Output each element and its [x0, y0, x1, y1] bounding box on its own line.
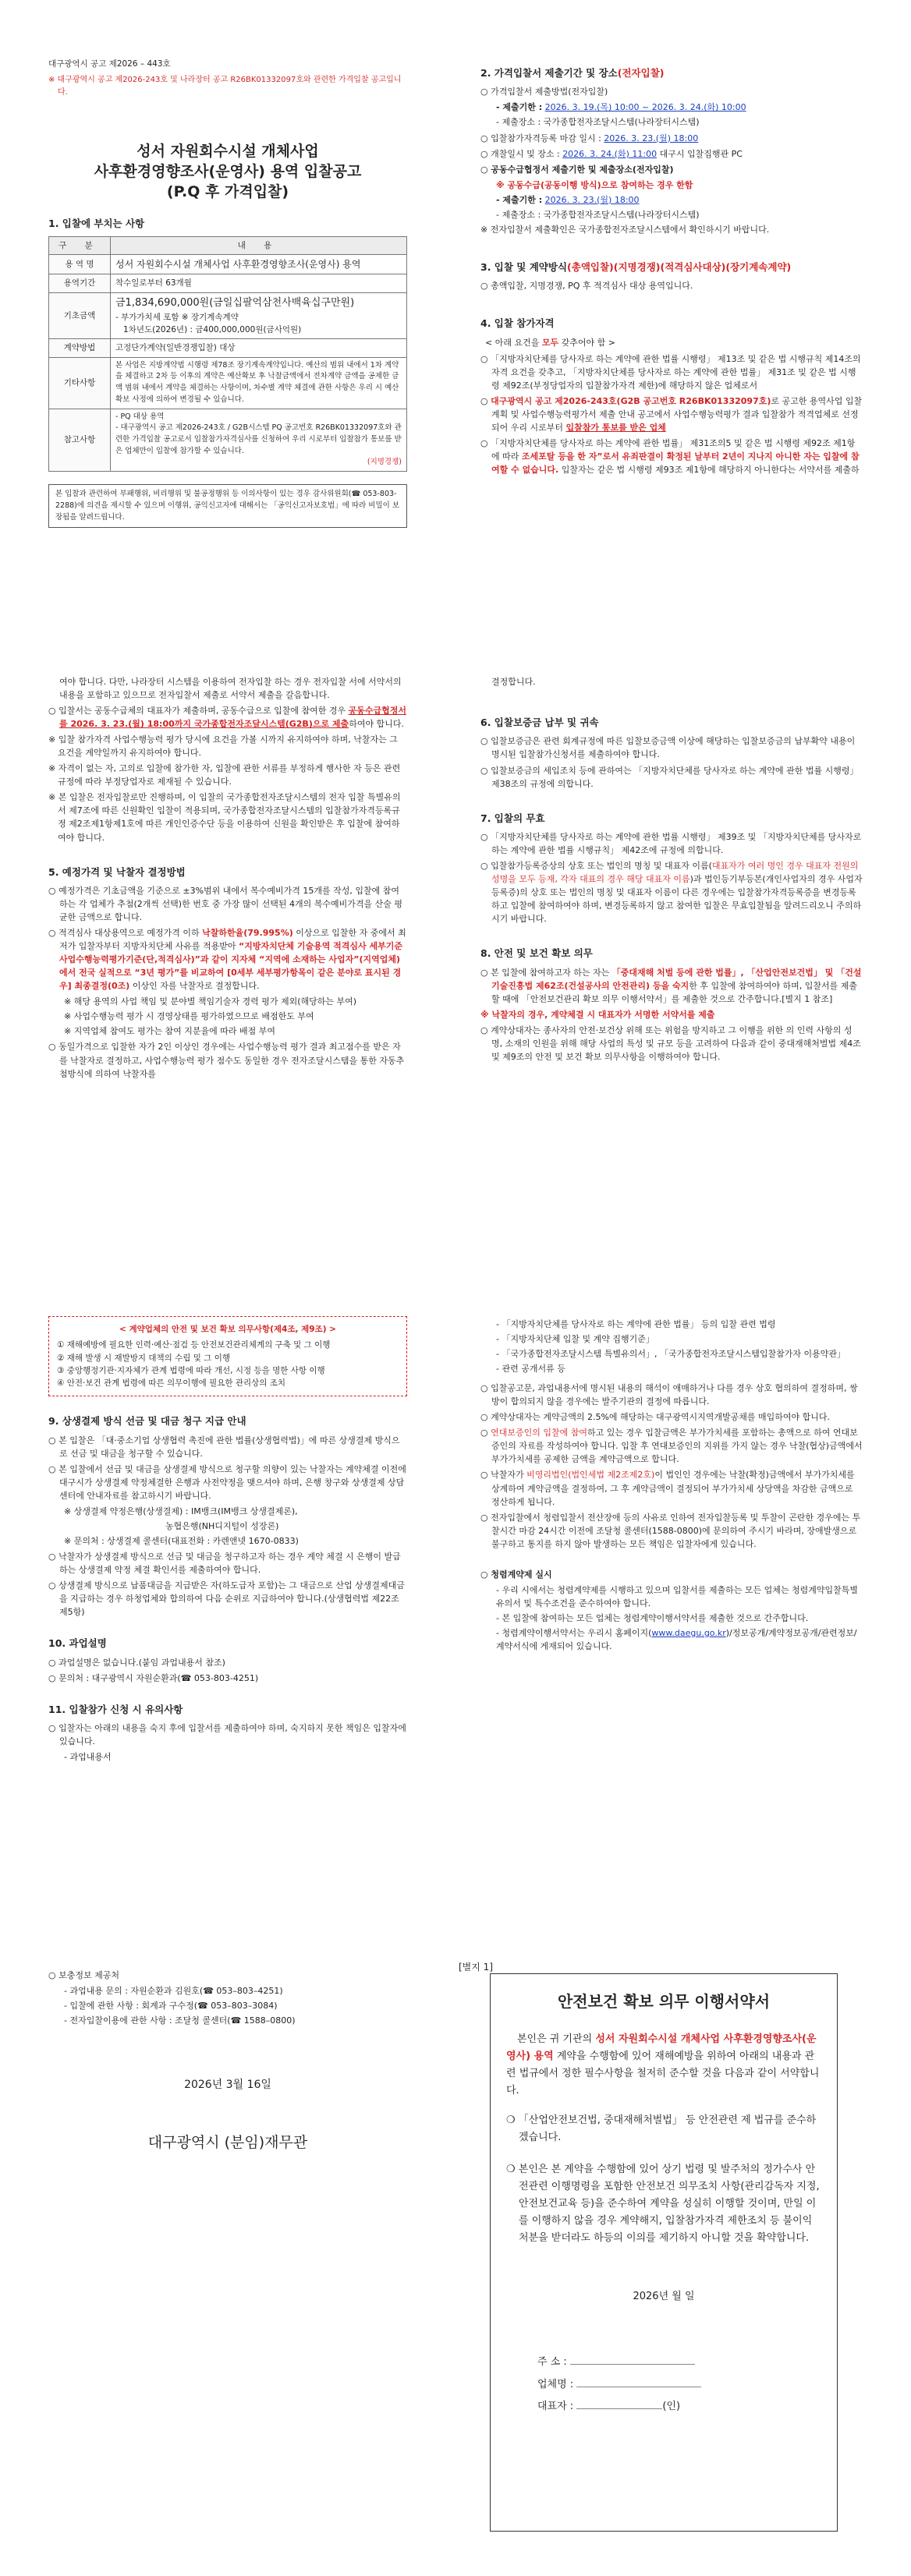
- law-reference: - 「지방자치단체 입찰 및 계약 집행기준」: [496, 1334, 654, 1345]
- pledge-title: 안전보건 확보 의무 이행서약서: [557, 1992, 771, 2011]
- page-1: [0, 0, 417, 644]
- invalid-rule-1: ○ 「지방자치단체를 당사자로 하는 계약에 관한 법률 시행령」 제39조 및 「지방자치단체를 당사자로 하는 계약에 관한 법률 시행규칙」 제42조에 규정에 의합니다.: [480, 831, 862, 856]
- table-row: [49, 254, 407, 274]
- row-label: 용역기간: [49, 274, 111, 292]
- tie-rule: ○ 동일가격으로 입찰한 자가 2인 이상인 경우에는 사업수행능력 평가 결과 최고점수를 받은 자를 낙찰자로 결정하고, 사업수행능력 평가 점수도 동일한 경우 전자조달시스템을 통한 자동추첨방식에 의하여 낙찰자를: [48, 1042, 405, 1079]
- paragraph-text: 이상인 자를 낙찰자로 결정합니다.: [132, 981, 260, 992]
- payment-rule-3: ○ 낙찰자가 상생결제 방식으로 선금 및 대금을 청구하고자 하는 경우 계약 체결 시 은행이 발급하는 상생결제 약정 체결 확인서를 제출하여야 합니다.: [48, 1552, 401, 1576]
- contact-item: - 입찰에 관한 사항 : 회계과 구수정(☎ 053–803–3084): [64, 2001, 278, 2012]
- pledge-item: ❍ 「산업안전보건법, 중대재해처벌법」 등 안전관련 제 법규를 준수하겠습니다.: [506, 2114, 817, 2144]
- section-2-title: 2. 가격입찰서 제출기간 및 장소: [480, 67, 618, 79]
- base-price-cell: [111, 292, 407, 339]
- submission-deadline: [480, 101, 863, 114]
- section-6-heading: 6. 입찰보증금 납부 및 귀속: [480, 717, 599, 729]
- audit-notice-box: 본 입찰과 관련하여 부패행위, 비리행위 및 불공정행위 등 이의사항이 있는 경우 감사위원회(☎ 053-803-2288)에 의견을 제시할 수 있으며 이행위, 공익신고자에 대해서는 「공익신고자보호법」에 따라 비밀이 보장됨을 알려드립니다.: [48, 484, 407, 528]
- paragraph-emphasis: “지방자치단체 기술용역 적격심사 세부기준 사업수행능력평가기준(단,적격심사)”과 같이 지자체 “지역에 소재하는 사업자”(지역업체)에서 전국 실적으로 “3년 평가”를 비교하여 [0세부 세부평가항목이 같은 분야로 표시된 경우] 최종결정(0조): [59, 941, 403, 992]
- reference-cell: [111, 409, 407, 472]
- lead-part: 갖추어야 함 >: [558, 337, 615, 348]
- partner-banks: 농협은행(NH디지털이 성장론): [165, 1520, 279, 1531]
- deadline-value: 2026. 3. 19.(목) 10:00 ~ 2026. 3. 24.(화) 10:00: [544, 102, 746, 113]
- safety-note: ※ 낙찰자의 경우, 계약체결 시 대표자가 서명한 서약서를 제출: [480, 1009, 715, 1020]
- pledge-item: ❍ 본인은 본 계약을 수행함에 있어 상기 법령 및 발주처의 정가수사 안전관련 이행명령을 포함한 안전보건 의무조치 사항(관리감독자 지정, 안전보건교육 등)을 준수하여 계약을 성실히 이행할 것이며, 만일 이를 이행하지 않을 경우 계약해지, 입찰참가자격 제한조치 등 불이익 처분을 받더라도 하등의 이의를 제기하지 아니할 것을 확약합니다.: [506, 2163, 820, 2244]
- consortium-place: - 제출장소 : 국가종합전자조달시스템(나라장터시스템): [496, 209, 700, 220]
- qualification-emphasis: 대구광역시 공고 제2026-243호(G2B 공고번호 R26BK01332097호): [491, 395, 771, 406]
- page-8: [456, 1932, 872, 2576]
- pledge-intro: [506, 2031, 821, 2100]
- payment-contact: ※ 문의처 : 상생결제 콜센터(대표전화 : 카렌앤넷 1670-0833): [64, 1536, 299, 1547]
- section-5-heading: 5. 예정가격 및 낙찰자 결정방법: [48, 865, 186, 878]
- consortium-deadline-label: - 제출기한 :: [496, 194, 543, 205]
- address-field[interactable]: [570, 2364, 695, 2365]
- notice-paragraph: ○ 입찰공고문, 과업내용서에 명시된 내용의 해석이 애매하거나 다를 경우 상호 협의하여 결정하며, 쌍방이 합의되지 않을 경우에는 발주기관의 결정에 따릅니다.: [480, 1383, 858, 1407]
- paragraph-text: 한 후 입찰에 참여하여야 하며, 입찰서를 제출할 때에 「안전보건관리 확보 의무 이행서약서」를 제출한 것으로 간주합니다.[별지 1 참조]: [491, 980, 857, 1004]
- notice-paragraph: ○ 계약상대자는 계약금액의 2.5%에 해당하는 대구광역시지역개발공채를 매입하여야 합니다.: [480, 1412, 831, 1423]
- section-3-title: 3. 입찰 및 계약방식: [480, 260, 568, 273]
- consortium-agreement: ○ 공동수급협정서 제출기한 및 제출장소(전자입찰): [480, 164, 674, 175]
- paragraph-text: 하고 있는 경우 입찰금액은 부가가치세를 포함하는 총액으로 하여 연대보증인의 자료를 작성하여야 합니다. 입찰 후 연대보증인의 지위를 가지 않는 경우 낙찰(협상)금액에서 부가가치세를 공제한 금액을 계약금액으로 합니다.: [491, 1428, 863, 1465]
- submission-place: - 제출장소 : 국가종합전자조달시스템(나라장터시스템): [496, 117, 700, 128]
- payment-rule-4: ○ 상생결제 방식으로 납품대금을 지급받은 자(하도급자 포함)는 그 대금으로 산업 상생결제대금을 지급하는 경우 하청업체와 합의하여 다음 순위로 지급하여야 합니다.(상생협력법 제22조제5항): [48, 1580, 405, 1618]
- note-1: ※ 입찰 참가자격 사업수행능력 평가 당시에 요건을 가볼 시까지 유지하여야 하며, 낙찰자는 그 요건을 계약일까지 유지하여야 합니다.: [48, 734, 398, 759]
- company-row: [537, 2374, 821, 2397]
- obligation-item: ① 재해예방에 필요한 인력·예산·점검 등 안전보건관리체계의 구축 및 그 이행: [57, 1340, 331, 1350]
- service-name: 성서 자원회수시설 개체사업 사후환경영향조사(운영사) 용역: [506, 2033, 817, 2063]
- section-2-tag: (전자입찰): [617, 67, 665, 79]
- consortium-deadline: [480, 193, 863, 207]
- briefing-item: ○ 과업설명은 없습니다.(붙임 과업내용서 참조): [48, 1657, 225, 1668]
- section-3-heading: [480, 260, 863, 274]
- qualification-emphasis: 조세포탈 등을 한 자”로서 유죄판결이 확정된 날부터 2년이 지나지 아니한 자는 입찰에 참여할 수 없습니다.: [491, 451, 860, 476]
- title-line-1: 성서 자원회수시설 개체사업: [136, 143, 319, 161]
- representative-field[interactable]: [576, 2408, 662, 2409]
- award-note: ※ 사업수행능력 평가 시 경영상태를 평가하였으므로 배점한도 부여: [64, 1011, 314, 1022]
- lead-emphasis: 모두: [541, 337, 559, 348]
- section-8-heading: 8. 안전 및 보건 확보 의무: [480, 947, 593, 960]
- award-rule: [48, 926, 407, 993]
- row-label: 기초금액: [49, 292, 111, 339]
- award-note: ※ 해당 용역의 사업 책임 및 분야별 책임기술자 경력 평가 제외(해당하는 부여): [64, 996, 357, 1007]
- page-6: [456, 1288, 872, 1932]
- section-3-body: ○ 총액입찰, 지명경쟁, PQ 후 적격심사 대상 용역입니다.: [480, 281, 693, 292]
- continued-text: 결정합니다.: [491, 677, 536, 687]
- obligation-item: ② 재해 발생 시 재발방지 대책의 수립 및 그 이행: [57, 1353, 231, 1363]
- company-label: 업체명 :: [537, 2378, 574, 2390]
- paragraph-text: 계약을 수행함에 있어 재해예방을 위하여 아래의 내용과 관련 법규에서 정한 필수사항을 철저히 준수할 것을 다음과 같이 서약합니다.: [506, 2051, 820, 2097]
- contract-method-value: 고정단가계약(일반경쟁입찰) 대상: [111, 339, 407, 357]
- section-4-heading: 4. 입찰 참가자격: [480, 317, 555, 330]
- notice-date: 2026년 3월 16일: [184, 2079, 271, 2092]
- table-row: [49, 274, 407, 292]
- paragraph-text: - 청렴계약이행서약서는 우리시 홈페이지(: [496, 1627, 652, 1638]
- award-note: ※ 지역업체 참여도 평가는 참여 지분율에 따라 배점 부여: [64, 1026, 275, 1037]
- paragraph-text: 이 법인인 경우에는 낙찰(확정)금액에서 부가가치세를 상계하여 계약금액을 결정하여, 그 후 계약금액이 결정되어 부가가치세 상당액을 차감한 금액으로 정산하게 됩니다.: [491, 1470, 855, 1507]
- qualification-emphasis: 입찰참가 통보를 받은 업체: [565, 422, 666, 433]
- paragraph-text: ○ 입찰참가등록증상의 상호 또는 법인의 명칭 및 대표자 이름(: [480, 861, 712, 872]
- representative-row: [537, 2396, 821, 2419]
- paragraph-emphasis: 비영리법인(법인세법 제2조제2호): [526, 1470, 655, 1481]
- paragraph-emphasis: 공동수급협정서를 2026. 3. 23.(월) 18:00까지 국가종합전자조달시스템(G2B)으로 제출: [59, 706, 406, 730]
- qualification-text: 로 공고한 용역사업 입찰계획 및 사업수행능력평가서 제출 안내 공고에서 사업수행능력평가 결과 입찰참가 적격업체로 선정되어 우리 시로부터: [491, 395, 863, 433]
- opening-value: 2026. 3. 24.(화) 11:00: [562, 148, 658, 159]
- vat-note: - 부가가치세 포함 ※ 장기계속계약: [115, 312, 239, 322]
- notice-paragraph: ○ 전자입찰에서 청렴입찰서 전산장애 등의 사유로 인하여 전자입찰등록 및 투찰이 곤란한 경우에는 투찰시간 마감 24시간 이전에 조달청 콜센터(1588-0800)에 문의하여 주시기 바라며, 장애발생으로 불구하고 통지를 하지 않아 발생하는 모든 책임은 입찰자에게 있습니다.: [480, 1512, 861, 1549]
- title-line-3: (P.Q 후 가격입찰): [166, 182, 289, 200]
- confirmation-note: ※ 전자입찰서 제출확인은 국가종합전자조달시스템에서 확인하시기 바랍니다.: [480, 224, 770, 235]
- table-row: [49, 339, 407, 357]
- first-year-amount: 1차년도(2026년) : 금400,000,000원(금사억원): [123, 325, 302, 335]
- safety-rule-1: [480, 966, 863, 1006]
- bullet: ○: [480, 395, 491, 406]
- contact-item: - 과업내용 문의 : 자원순환과 김원호(☎ 053–803–4251): [64, 1986, 283, 1997]
- city-website-link[interactable]: www.daegu.go.kr: [651, 1627, 726, 1638]
- representative-label: 대표자 :: [537, 2401, 574, 2413]
- qualification-text: 입찰자는 같은 법 시행령 제93조 제1항에 해당하지 아니한다는 서약서를 제출하: [558, 465, 860, 476]
- pledge-date: 2026년 월 일: [633, 2291, 695, 2303]
- table-row: [49, 409, 407, 472]
- issuing-organization: 대구광역시 (분임)재무관: [147, 2133, 308, 2151]
- paragraph-text: )과 법인등기부등본(개인사업자의 경우 사업자등록증)의 상호 또는 법인의 명칭 및 대표자 이름이 다른 경우에는 입찰참가자격등록증을 변경등록하고 입찰에 참여하여야 하며, 변경등록하지 않고 참여한 입찰은 무효입찰됨을 알려드리오니 주의하시기 바랍니다.: [491, 874, 863, 925]
- partner-banks: ※ 상생결제 약정은행(상생결제) : IM뱅크(IM뱅크 상생결제론),: [64, 1506, 298, 1516]
- page-4: [456, 644, 872, 1288]
- caution-subitem: - 과업내용서: [64, 1752, 112, 1763]
- estimated-price-rule: ○ 예정가격은 기초금액을 기준으로 ±3%범위 내에서 복수예비가격 15개를 작성, 입찰에 참여하는 각 업체가 추첨(2개씩 선택)한 번호 중 가장 많이 선택된 4개의 복수예비가격을 산술 평균한 금액으로 합니다.: [48, 885, 402, 923]
- paragraph-text: )/정보공개/계약정보공개/관련정보/계약서식에 게재되어 있습니다.: [496, 1627, 857, 1651]
- lead-part: < 아래 요건을: [485, 337, 542, 348]
- obligation-item: ③ 중앙행정기관·지자체가 관계 법령에 따라 개선, 시정 등을 명한 사항 이행: [57, 1365, 325, 1375]
- continued-text: 여야 합니다. 다만, 나라장터 시스템을 이용하여 전자입찰 하는 경우 전자입찰 서에 서약서의 내용을 포함하고 있으므로 전자입찰서 제출로 서약서 제출을 갈음합니다.: [59, 677, 402, 701]
- paragraph-text: ○ 적격심사 대상용역으로 예정가격 이하: [48, 928, 203, 939]
- consortium-deadline-value: 2026. 3. 23.(월) 18:00: [544, 194, 640, 205]
- deadline-label: - 제출기한 :: [496, 102, 543, 113]
- period-value: 착수일로부터 63개월: [111, 274, 407, 292]
- paragraph-text: 하여야 합니다.: [349, 719, 404, 730]
- payment-rule-1: ○ 본 입찰은 「대·중소기업 상생협력 촉진에 관한 법률(상생협력법)」에 따른 상생결제 방식으로 선금 및 대금을 청구할 수 있습니다.: [48, 1435, 400, 1459]
- submission-method: ○ 가격입찰서 제출방법(전자입찰): [480, 87, 608, 97]
- address-label: 주 소 :: [537, 2356, 567, 2369]
- table-row: [49, 357, 407, 409]
- paragraph-emphasis: 대표자가 여러 명인 경우 대표자 전원의 성명을 모두 등재, 각자 대표의 경우 해당 대표자 이름: [491, 861, 859, 885]
- qualification-2: [480, 395, 863, 434]
- law-reference: - 관련 공개서류 등: [496, 1364, 565, 1375]
- briefing-item: ○ 문의처 : 대구광역시 자원순환과(☎ 053-803-4251): [48, 1672, 259, 1683]
- seal-mark: (인): [662, 2401, 681, 2413]
- paragraph-text: ○ 본 입찰에 참여하고자 하는 자는: [480, 967, 612, 978]
- service-name-value: 성서 자원회수시설 개체사업 사후환경영향조사(운영사) 용역: [111, 254, 407, 274]
- other-matters-value: 본 사업은 지방계약법 시행령 제78조 장기계속계약입니다. 예산의 범위 내에서 1차 계약을 체결하고 2차 등 이후의 계약은 예산확보 후 낙찰금액에서 전차계약 금액을 공제한 금액 범위 내에서 계약을 체결하는 사항이며, 차수별 계약 체결에 관한 사항은 우리 시 예산확보 사정에 의하여 변경될 수 있습니다.: [111, 357, 407, 409]
- row-label: 계약방법: [49, 339, 111, 357]
- table-header-category: 구 분: [49, 236, 111, 254]
- opening-datetime: [480, 147, 863, 161]
- integrity-item: - 본 입찰에 참여하는 모든 업체는 청렴계약이행서약서를 제출한 것으로 간주합니다.: [496, 1612, 809, 1623]
- obligations-box: [48, 1316, 407, 1396]
- integrity-heading: ○ 청렴계약제 실시: [480, 1569, 552, 1580]
- page-3: [0, 644, 417, 1288]
- bullet: ○ 낙찰자가: [480, 1470, 527, 1481]
- caution-item: ○ 입찰자는 아래의 내용을 숙지 후에 입찰서를 제출하여야 하며, 숙지하지 못한 책임은 입찰자에 있습니다.: [48, 1723, 406, 1747]
- table-row: [49, 292, 407, 339]
- registration-value: 2026. 3. 23.(월) 18:00: [604, 133, 699, 143]
- table-header-content: 내 용: [111, 236, 407, 254]
- contact-heading: ○ 보충정보 제공처: [48, 1970, 119, 1980]
- law-reference: - 「국가종합전자조달시스템 특별유의서」, 「국가종합전자조달시스템입찰참가자 이용약관」: [496, 1349, 845, 1360]
- section-2-heading: [480, 65, 863, 80]
- notice-number: 대구광역시 공고 제2026 – 443호: [48, 59, 171, 69]
- section-3-tag: (총액입찰)(지명경쟁)(적격심사대상)(장기계속계약): [567, 260, 792, 273]
- section-1-heading: 1. 입찰에 부치는 사항: [48, 218, 145, 230]
- document-title: [48, 142, 407, 202]
- paragraph-text: ○ 입찰서는 공동수급체의 대표자가 제출하며, 공동수급으로 입찰에 참여한 경우: [48, 706, 349, 717]
- address-row: [537, 2351, 821, 2374]
- related-notice-line: ※ 대구광역시 공고 제2026-243호 및 나라장터 공고 R26BK01332097호와 관련한 가격입찰 공고입니다.: [48, 76, 402, 97]
- page-7: [0, 1932, 417, 2576]
- law-reference: - 「지방자치단체를 당사자로 하는 계약에 관한 법률」 등의 입찰 관련 법령: [496, 1319, 776, 1329]
- invalid-rule-2: [480, 859, 863, 925]
- qualification-1: ○ 「지방자치단체를 당사자로 하는 계약에 관한 법률 시행령」 제13조 및 같은 법 시행규칙 제14조의 자격 요건을 갖추고, 「지방자치단체를 당사자로 하는 계약에 관한 법률」 제31조 및 같은 법 시행령 제92조(부정당업자의 입찰참가자격 제한)에 해당하지 않은 업체로서: [480, 353, 861, 391]
- section-7-heading: 7. 입찰의 무효: [480, 812, 545, 824]
- base-price-value: 금1,834,690,000원(금일십팔억삼천사백육십구만원): [115, 296, 355, 309]
- row-label: 기타사항: [49, 357, 111, 409]
- integrity-item: - 우리 시에서는 청렴계약제를 시행하고 있으며 입찰서를 제출하는 모든 업체는 청렴계약입찰특별유의서 및 특수조건을 준수하여야 합니다.: [496, 1584, 858, 1608]
- consortium-submission: [48, 704, 407, 731]
- contact-item: - 전자입찰이용에 관한 사항 : 조달청 콜센터(☎ 1588–0800): [64, 2015, 296, 2026]
- section-10-heading: 10. 과업설명: [48, 1637, 107, 1650]
- qualification-3: [480, 437, 863, 476]
- deposit-rule-2: ○ 입찰보증금의 세입조치 등에 관하여는 「지방자치단체를 당사자로 하는 계약에 관한 법률 시행령」 제38조의 규정에 의합니다.: [480, 765, 859, 789]
- row-label: 참고사항: [49, 409, 111, 472]
- consortium-note: ※ 공동수급(공동이행 방식)으로 참여하는 경우 한함: [496, 179, 693, 190]
- safety-rule-2: ○ 계약상대자는 종사자의 안전·보건상 위해 또는 위험을 방지하고 그 이행을 위한 의 인력 사항의 성명, 소재의 인원을 위해 해당 사업의 특성 및 규모 등을 고려하여 다음과 같이 중대재해처벌법 제4조 및 제9조의 안전 및 보건 확보 의무사항을 이행하여야 합니다.: [480, 1024, 861, 1062]
- paragraph-emphasis: 연대보증인의 입찰에 참여: [491, 1428, 587, 1438]
- paragraph-text: 이상으로 입찰한 자 중에서 최저가 입찰자부터 지방자치단체 사유를 적용받아: [59, 928, 406, 952]
- page-5: [0, 1288, 417, 1932]
- bid-items-table: [48, 236, 407, 472]
- opening-place: 대구시 입찰집행관 PC: [659, 148, 743, 159]
- lower-limit-rate: 낙찰하한율(79.995%): [202, 928, 293, 939]
- section-11-heading: 11. 입찰참가 신청 시 유의사항: [48, 1703, 183, 1715]
- qualification-text: ○ 「지방자치단체를 당사자로 하는 계약에 관한 법률」 제31조의5 및 같은 법 시행령 제92조 제1항에 따라: [480, 437, 856, 462]
- section-9-heading: 9. 상생결제 방식 선금 및 대금 청구 지급 안내: [48, 1415, 246, 1428]
- note-2: ※ 자격이 없는 자, 고의로 입찰에 참가한 자, 입찰에 관한 서류를 부정하게 행사한 자 등은 관련 규정에 따라 부정당업자로 제재될 수 있습니다.: [48, 763, 401, 787]
- obligation-item: ④ 안전·보건 관계 법령에 따른 의무이행에 필요한 관리상의 조치: [57, 1378, 286, 1389]
- safety-pledge-form: [490, 1973, 838, 2532]
- registration-label: ○ 입찰참가자격등록 마감 일시 :: [480, 133, 601, 143]
- bullet: ○: [480, 1428, 491, 1438]
- notice-paragraph: [480, 1426, 863, 1466]
- obligations-title: < 계약업체의 안전 및 보건 확보 의무사항(제4조, 제9조) >: [119, 1325, 336, 1334]
- reference-line: - 대구광역시 공고 제2026-243호 / G2B시스템 PQ 공고번호 R26BK01332097호와 관련한 가격입찰 공고로서 입찰참가자격심사를 신청하여 우리 시로부터 입찰참가 통보를 받은 업체만이 입찰에 참가할 수 있습니다.: [115, 423, 402, 455]
- reference-tag: (지명경쟁): [367, 458, 402, 467]
- title-line-2: 사후환경영향조사(운영사) 용역 입찰공고: [94, 162, 362, 180]
- page-2: [456, 0, 872, 644]
- note-3: ※ 본 입찰은 전자입찰로만 진행하며, 이 입찰의 국가종합전자조달시스템의 전자 입찰 특별유의서 제7조에 따른 신원확인 입찰이 적용되며, 국가종합전자조달시스템의 입찰참가자격등록규정 제2조제1항제1호에 따른 개인인증수단 등을 이용하여 신원을 확인받은 후 입찰에 참여하여야 합니다.: [48, 792, 401, 843]
- row-label: 용 역 명: [49, 254, 111, 274]
- integrity-item: [480, 1626, 863, 1653]
- section-4-lead: [485, 336, 863, 349]
- paragraph-text: 본인은 귀 기관의: [517, 2033, 596, 2045]
- annex-label: [별지 1]: [459, 1962, 493, 1973]
- reference-line: - PQ 대상 용역: [115, 412, 165, 421]
- deposit-rule-1: ○ 입찰보증금은 관련 회계규정에 따른 입찰보증금액 이상에 해당하는 입찰보증금의 납부확약 내용이 명시된 입찰참가신청서를 제출하여야 합니다.: [480, 736, 856, 760]
- signature-block: [537, 2351, 821, 2419]
- notice-paragraph: [480, 1468, 863, 1508]
- payment-rule-2: ○ 본 입찰에서 선급 및 대금을 상생결제 방식으로 청구할 의향이 있는 낙찰자는 계약체결 이전에 대구시가 상생결제 약정체결한 은행과 사전약정을 맺으셔야 하며, 은행 창구와 상생결제 상담센터에 안내자료를 참고하시기 바랍니다.: [48, 1463, 406, 1501]
- registration-deadline: [480, 132, 863, 145]
- paragraph-emphasis: 「중대재해 처벌 등에 관한 법률」, 「산업안전보건법」 및 「건설기술진흥법 제62조(건설공사의 안전관리) 등을 숙지: [491, 967, 862, 991]
- opening-label: ○ 개찰일시 및 장소 :: [480, 148, 560, 159]
